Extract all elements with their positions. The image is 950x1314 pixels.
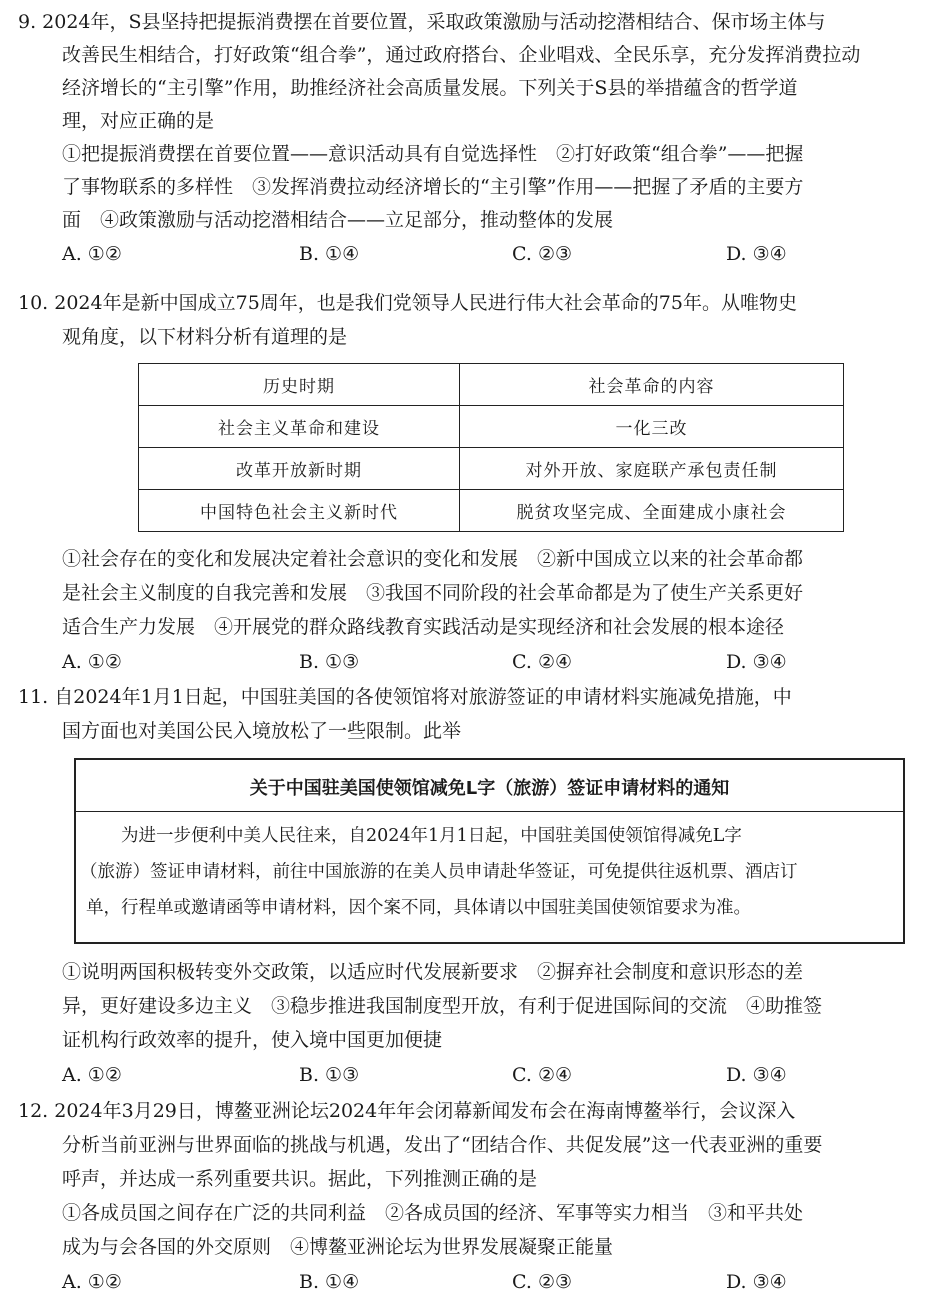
option-d[interactable]: D. ③④ [726,243,787,265]
table-cell: 对外开放、家庭联产承包责任制 [460,448,844,490]
question-11-statement-line: 证机构行政效率的提升，使入境中国更加便捷 [62,1029,443,1051]
option-c[interactable]: C. ②④ [512,651,573,673]
question-10-statement-line: 适合生产力发展 ④开展党的群众路线教育实践活动是实现经济和社会发展的根本途径 [62,616,785,638]
table-row [139,490,844,532]
option-c[interactable]: C. ②③ [512,243,573,265]
question-12-stem-line: 分析当前亚洲与世界面临的挑战与机遇，发出了“团结合作、共促发展”这一代表亚洲的重要 [62,1134,823,1156]
table-row [139,406,844,448]
question-10-statement-line: ①社会存在的变化和发展决定着社会意识的变化和发展 ②新中国成立以来的社会革命都 [62,548,804,570]
notice-text-line: 单，行程单或邀请函等申请材料，因个案不同，具体请以中国驻美国使领馆要求为准。 [86,898,751,918]
question-12-statement-line: 成为与会各国的外交原则 ④博鳌亚洲论坛为世界发展凝聚正能量 [62,1236,614,1258]
option-a[interactable]: A. ①② [62,651,122,673]
question-11-statement-line: ①说明两国积极转变外交政策，以适应时代发展新要求 ②摒弃社会制度和意识形态的差 [62,961,804,983]
question-9-statement-line: ①把提振消费摆在首要位置——意识活动具有自觉选择性 ②打好政策“组合拳”——把握 [62,143,804,165]
question-9-statement-line: 面 ④政策激励与活动挖潜相结合——立足部分，推动整体的发展 [62,209,614,231]
table-cell: 中国特色社会主义新时代 [139,490,460,532]
question-11-stem-line: 11. 自2024年1月1日起，中国驻美国的各使领馆将对旅游签证的申请材料实施减免措施，中 [18,686,792,708]
question-9-statement-line: 了事物联系的多样性 ③发挥消费拉动经济增长的“主引擎”作用——把握了矛盾的主要方 [62,176,804,198]
option-b[interactable]: B. ①③ [299,651,360,673]
table-cell: 社会主义革命和建设 [139,406,460,448]
option-c[interactable]: C. ②③ [512,1271,573,1293]
question-9-stem-line: 经济增长的“主引擎”作用，助推经济社会高质量发展。下列关于S县的举措蕴含的哲学道 [62,77,798,99]
question-9-stem-line: 9. 2024年，S县坚持把提振消费摆在首要位置，采取政策激励与活动挖潜相结合、保市场主体与 [18,11,826,33]
question-12-stem-line: 12. 2024年3月29日，博鳌亚洲论坛2024年年会闭幕新闻发布会在海南博鳌举行，会议深入 [18,1100,796,1122]
history-table [138,363,844,532]
option-d[interactable]: D. ③④ [726,1064,787,1086]
option-b[interactable]: B. ①④ [299,243,360,265]
option-a[interactable]: A. ①② [62,1271,122,1293]
question-11-stem-line: 国方面也对美国公民入境放松了一些限制。此举 [62,720,462,742]
notice-divider [76,811,903,812]
question-9-stem-line: 理，对应正确的是 [62,110,215,132]
table-header-row [139,364,844,406]
notice-text-line: （旅游）签证申请材料，前往中国旅游的在美人员申请赴华签证，可免提供往返机票、酒店订 [80,862,798,882]
table-row [139,448,844,490]
option-b[interactable]: B. ①③ [299,1064,360,1086]
table-header-cell: 社会革命的内容 [460,364,844,406]
question-9-options [0,240,950,268]
visa-notice-box [74,758,905,944]
question-12-statement-line: ①各成员国之间存在广泛的共同利益 ②各成员国的经济、军事等实力相当 ③和平共处 [62,1202,804,1224]
question-12-options [0,1268,950,1296]
question-11-statement-line: 异，更好建设多边主义 ③稳步推进我国制度型开放，有利于促进国际间的交流 ④助推签 [62,995,823,1017]
question-10-statement-line: 是社会主义制度的自我完善和发展 ③我国不同阶段的社会革命都是为了使生产关系更好 [62,582,804,604]
option-b[interactable]: B. ①④ [299,1271,360,1293]
option-d[interactable]: D. ③④ [726,651,787,673]
question-9-stem-line: 改善民生相结合，打好政策“组合拳”，通过政府搭台、企业唱戏、全民乐享，充分发挥消费拉动 [62,44,861,66]
table-header-cell: 历史时期 [139,364,460,406]
notice-title: 关于中国驻美国使领馆减免L字（旅游）签证申请材料的通知 [249,778,730,799]
question-11-options [0,1061,950,1089]
table-cell: 改革开放新时期 [139,448,460,490]
question-10-stem-line: 观角度，以下材料分析有道理的是 [62,326,348,348]
question-12-stem-line: 呼声，并达成一系列重要共识。据此，下列推测正确的是 [62,1168,538,1190]
notice-text-line: 为进一步便利中美人民往来，自2024年1月1日起，中国驻美国使领馆得减免L字 [86,826,742,846]
question-10-stem-line: 10. 2024年是新中国成立75周年，也是我们党领导人民进行伟大社会革命的75年。从唯物史 [18,292,797,314]
table-cell: 一化三改 [460,406,844,448]
option-c[interactable]: C. ②④ [512,1064,573,1086]
option-d[interactable]: D. ③④ [726,1271,787,1293]
option-a[interactable]: A. ①② [62,243,122,265]
question-10-options [0,648,950,676]
table-cell: 脱贫攻坚完成、全面建成小康社会 [460,490,844,532]
option-a[interactable]: A. ①② [62,1064,122,1086]
